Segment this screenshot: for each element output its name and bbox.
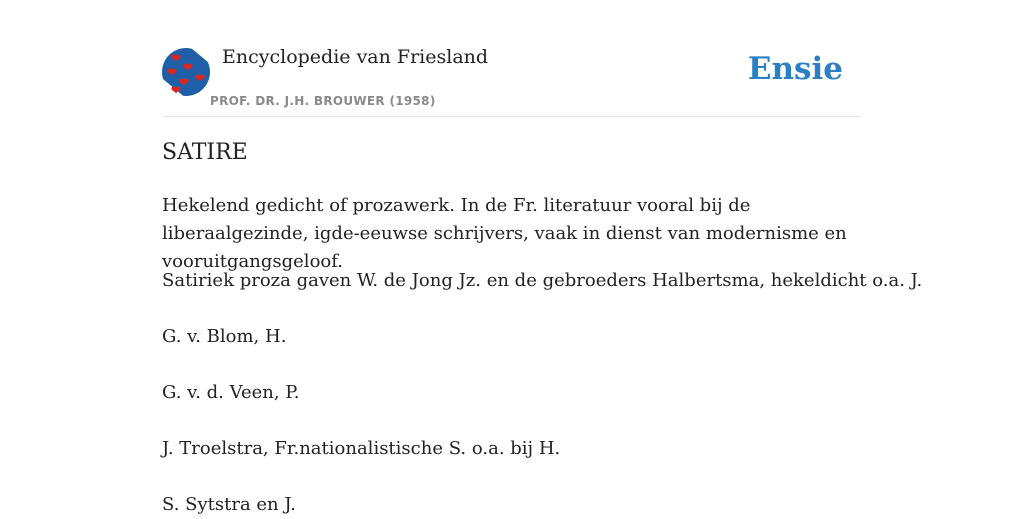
- paragraph-prose: Satiriek proza gaven W. de Jong Jz. en de gebroeders Halbertsma, hekeldicht o.a. J.: [162, 270, 923, 291]
- paragraph-intro: Hekelend gedicht of prozawerk. In de Fr. literatuur vooral bij de liberaalgezinde, igde-eeuwse schrijvers, vaak in dienst van modernisme en vooruitgangsgeloof.: [162, 195, 847, 272]
- paragraph-blom: G. v. Blom, H.: [162, 326, 287, 347]
- site-header: [162, 40, 862, 117]
- paragraph-veen: G. v. d. Veen, P.: [162, 382, 300, 403]
- ensie-logo[interactable]: Ensie: [747, 51, 843, 87]
- paragraph-troelstra: J. Troelstra, Fr.nationalistische S. o.a. bij H.: [162, 438, 561, 459]
- paragraph-sytstra: S. Sytstra en J.: [162, 494, 296, 515]
- site-title[interactable]: Encyclopedie van Friesland: [222, 46, 489, 68]
- author-subtitle: PROF. DR. J.H. BROUWER (1958): [210, 94, 436, 108]
- page-title: SATIRE: [162, 140, 248, 165]
- frisian-flag-icon[interactable]: [162, 48, 210, 96]
